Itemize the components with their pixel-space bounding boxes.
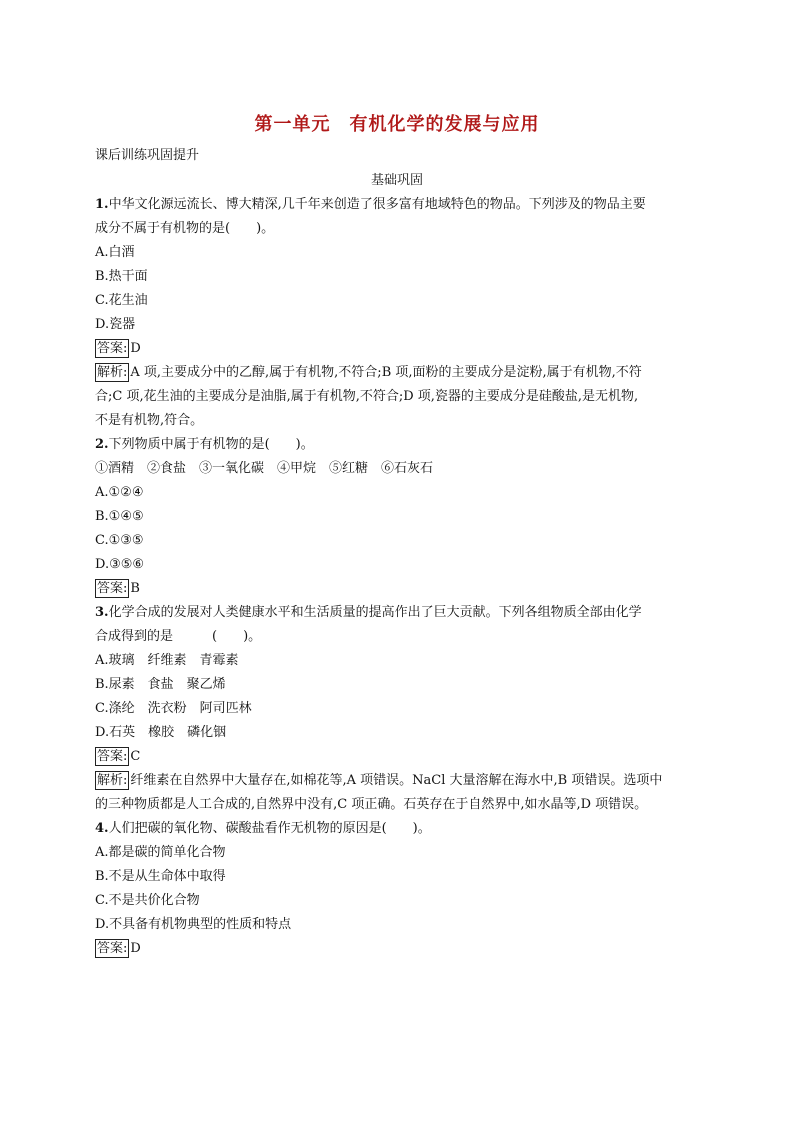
question-3-number: 3. (95, 605, 109, 620)
question-1-explanation-line-3: 不是有机物,符合。 (95, 413, 204, 428)
question-2-answer: 答案: B (97, 581, 140, 596)
question-2-option-a: A.①②④ (95, 485, 144, 500)
question-4-option-d: D.不具备有机物典型的性质和特点 (95, 917, 292, 932)
question-2-stem-line-2: ①酒精 ②食盐 ③一氧化碳 ④甲烷 ⑤红糖 ⑥石灰石 (95, 461, 434, 476)
question-2-number: 2. (95, 437, 109, 452)
question-4-stem-line-1: 4.人们把碳的氧化物、碳酸盐看作无机物的原因是( )。 (95, 821, 431, 836)
question-1-answer: 答案: D (97, 341, 141, 356)
section-heading: 基础巩固 (370, 173, 423, 188)
subtitle: 课后训练巩固提升 (95, 148, 200, 163)
question-3-explanation-line-1: 解析: 纤维素在自然界中大量存在,如棉花等,A 项错误。NaCl 大量溶解在海水中,B 项错误。选项中 (97, 773, 663, 788)
answer-label: 答案: (97, 581, 128, 596)
question-1-explanation-line-1: 解析: A 项,主要成分中的乙醇,属于有机物,不符合;B 项,面粉的主要成分是淀粉,属于有机物,不符 (97, 365, 642, 380)
question-4-option-a: A.都是碳的简单化合物 (95, 845, 226, 860)
question-1-option-a: A.白酒 (95, 245, 135, 260)
question-4-option-b: B.不是从生命体中取得 (95, 869, 226, 884)
question-1-stem-line-1: 1.中华文化源远流长、博大精深,几千年来创造了很多富有地域特色的物品。下列涉及的物品主要 (95, 197, 646, 212)
question-3-answer: 答案: C (97, 749, 141, 764)
question-3-stem-line-1: 3.化学合成的发展对人类健康水平和生活质量的提高作出了巨大贡献。下列各组物质全部由化学 (95, 605, 642, 620)
question-3-option-c: C.涤纶 洗衣粉 阿司匹林 (95, 701, 252, 716)
question-1-option-b: B.热干面 (95, 269, 148, 284)
question-1-stem-line-2: 成分不属于有机物的是( )。 (95, 221, 275, 236)
question-4-answer: 答案: D (97, 941, 141, 956)
explanation-label: 解析: (97, 773, 128, 788)
explanation-label: 解析: (97, 365, 128, 380)
answer-label: 答案: (97, 941, 128, 956)
question-3-stem-line-2: 合成得到的是 ( )。 (95, 629, 262, 644)
question-3-option-a: A.玻璃 纤维素 青霉素 (95, 653, 239, 668)
answer-label: 答案: (97, 341, 128, 356)
question-2-option-b: B.①④⑤ (95, 509, 144, 524)
question-2-option-c: C.①③⑤ (95, 533, 144, 548)
answer-label: 答案: (97, 749, 128, 764)
question-1-number: 1. (95, 197, 109, 212)
question-2-option-d: D.③⑤⑥ (95, 557, 145, 572)
page-title: 第一单元 有机化学的发展与应用 (254, 114, 540, 135)
question-3-option-d: D.石英 橡胶 磷化铟 (95, 725, 227, 740)
question-1-option-d: D.瓷器 (95, 317, 136, 332)
question-2-stem-line-1: 2.下列物质中属于有机物的是( )。 (95, 437, 314, 452)
question-4-number: 4. (95, 821, 109, 836)
question-1-option-c: C.花生油 (95, 293, 148, 308)
question-4-option-c: C.不是共价化合物 (95, 893, 200, 908)
question-3-explanation-line-2: 的三种物质都是人工合成的,自然界中没有,C 项正确。石英存在于自然界中,如水晶等,D 项错误。 (95, 797, 648, 812)
question-3-option-b: B.尿素 食盐 聚乙烯 (95, 677, 226, 692)
question-1-explanation-line-2: 合;C 项,花生油的主要成分是油脂,属于有机物,不符合;D 项,瓷器的主要成分是硅酸盐,是无机物, (95, 389, 639, 404)
